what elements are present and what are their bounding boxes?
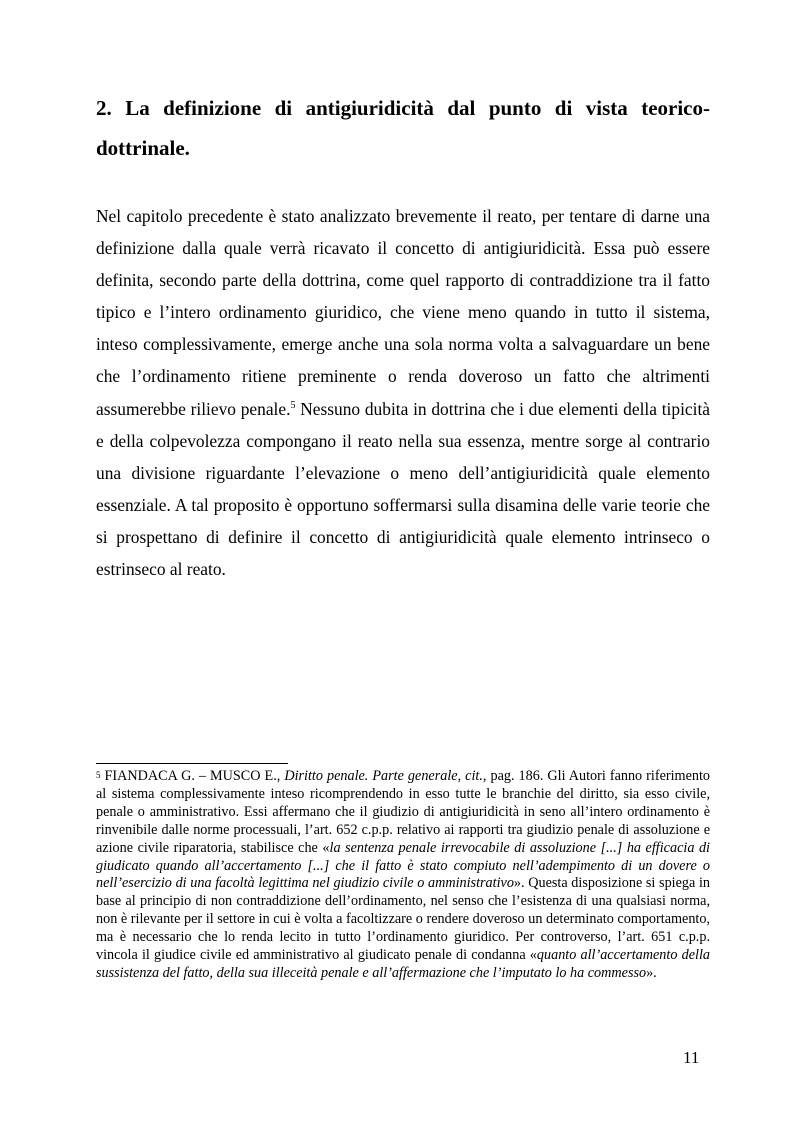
footnote-quote-2: quanto all’accertamento della sussistenza del fatto, della sua illeceità penale e all’affermazione che l’imputato lo ha commesso xyxy=(96,947,710,981)
footnote-author: FIANDACA G. – MUSCO E., xyxy=(100,768,285,784)
footnote-text-1: pag. 186. Gli Autori fanno riferimento al sistema complessivamente inteso ricomprendendo in esso tutte le branchie del diritto, sia esso civile, penale o amministrativo. Essi affermano che il giudizio di antigiuridicità in seno all’intero ordinamento è rinvenibile dalle norme processuali, l’art. 652 c.p.p. relativo ai rapporti tra giudizio penale di assoluzione e azione civile riparatoria, stabilisce che « xyxy=(96,768,710,856)
footnote-quote-1: la sentenza penale irrevocabile di assoluzione [...] ha efficacia di giudicato quando all’accertamento [...] che il fatto è stato compiuto nell’adempimento di un dovere o nell’esercizio di una facoltà legittima nel giudizio civile o amministrativo xyxy=(96,839,710,892)
page-number: 11 xyxy=(683,1048,700,1067)
footnote-text-3: ». xyxy=(646,964,657,981)
footnote-number: 5 xyxy=(96,770,101,780)
footnote-comma: , xyxy=(457,768,466,784)
footnote-cit: cit., xyxy=(465,768,487,784)
footnote-text-2: ». Questa disposizione si spiega in base al principio di non contraddizione dell’ordinamento, nel senso che l’esistenza di una qualsiasi norma, non è rilevante per il settore in cui è volta a facoltizzare o rendere doveroso un determinato comportamento, ma è necessario che lo renda lecito in tutto l’ordinamento giuridico. Per controverso, l’art. 651 c.p.p. vincola il giudice civile ed amministrativo al giudicato penale di condanna « xyxy=(96,875,711,964)
body-paragraph xyxy=(96,200,710,585)
footnote-separator xyxy=(96,763,288,764)
paragraph-text-part-2: Nessuno dubita in dottrina che i due elementi della tipicità e della colpevolezza compongano il reato nella sua essenza, mentre sorge al contrario una divisione riguardante l’elevazione o meno dell’antigiuridicità quale elemento essenziale. A tal proposito è opportuno soffermarsi sulla disamina delle varie teorie che si prospettano di definire il concetto di antigiuridicità quale elemento intrinseco o estrinseco al reato. xyxy=(96,398,710,580)
paragraph-text-part-1: Nel capitolo precedente è stato analizzato brevemente il reato, per tentare di darne una definizione dalla quale verrà ricavato il concetto di antigiuridicità. Essa può essere definita, secondo parte della dottrina, come quel rapporto di contraddizione tra il fatto tipico e l’intero ordinamento giuridico, che viene meno quando in tutto il sistema, inteso complessivamente, emerge anche una sola norma volta a salvaguardare un bene che l’ordinamento ritiene preminente o renda doveroso un fatto che altrimenti assumerebbe rilievo penale. xyxy=(96,206,710,419)
footnote xyxy=(96,768,710,983)
footnote-book-title: Diritto penale. Parte generale xyxy=(284,768,458,784)
section-heading: 2. La definizione di antigiuridicità dal punto di vista teorico-dottrinale. xyxy=(96,96,710,160)
footnote-reference: 5 xyxy=(290,399,296,411)
